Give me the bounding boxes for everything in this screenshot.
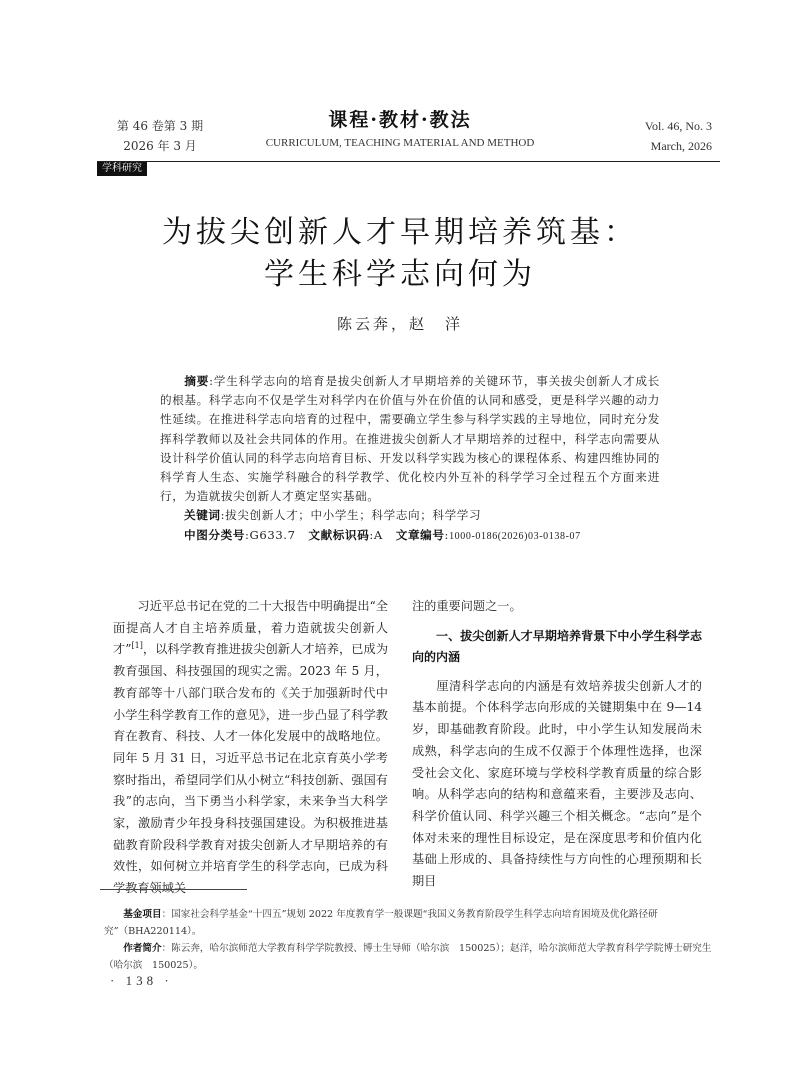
running-header-center — [240, 108, 560, 152]
body-paragraph: 厘清科学志向的内涵是有效培养拔尖创新人才的基本前提。个体科学志向形成的关键期集中在 9—14 岁，即基础教育阶段。此时，中小学生认知发展尚未成熟，科学志向的生成不仅源于个体理性选择，也深受社会文化、家庭环境与学校科学教育质量的综合影响。从科学志向的结构和意蕴来看，主要涉及志向、科学价值认同、科学兴趣三个相关概念。“志向”是个体对未来的理性目标设定，是在深度思考和价值内化基础上形成的、具备持续性与方向性的心理预期和长期目 — [412, 678, 702, 889]
fund-text: ：国家社会科学基金“十四五”规划 2022 年度教育学一般课题“我国义务教育阶段学生科学志向培育困境及优化路径研究”（BHA220114）。 — [104, 909, 658, 937]
section-tag: 学科研究 — [97, 162, 147, 176]
abstract-block — [160, 372, 660, 546]
body-paragraph: 注的重要问题之一。 — [412, 599, 522, 613]
footnotes — [104, 906, 714, 974]
clc-value: G633.7 — [249, 527, 296, 542]
abstract-sep: : — [209, 374, 214, 388]
footnote-rule — [100, 889, 247, 890]
body-paragraph — [113, 596, 388, 900]
section-heading: 一、拔尖创新人才早期培养背景下中小学生科学志向的内涵 — [412, 628, 702, 664]
fund-label: 基金项目 — [123, 909, 162, 920]
article-no-sep: : — [444, 527, 450, 542]
journal-title-cn: 课程·教材·教法 — [328, 109, 472, 131]
body-column-left — [113, 596, 388, 900]
authors: 陈云奔，赵 洋 — [336, 315, 463, 333]
keywords: 拔尖创新人才；中小学生；科学志向；科学学习 — [225, 508, 482, 523]
journal-title-en: CURRICULUM, TEACHING MATERIAL AND METHOD — [265, 137, 535, 149]
running-header-right — [600, 116, 712, 156]
article-title — [100, 212, 700, 296]
clc-label: 中图分类号 — [184, 527, 245, 542]
fund-note — [104, 906, 714, 940]
running-header-left — [110, 116, 210, 156]
title-line-1: 为拔尖创新人才早期培养筑基： — [162, 215, 638, 250]
keywords-sep: : — [220, 508, 226, 523]
citation-ref[interactable]: [1] — [131, 641, 143, 651]
doc-code-label: 文献标识码 — [308, 527, 370, 542]
article-no-label: 文章编号 — [395, 527, 445, 542]
date-en: March, 2026 — [650, 139, 712, 153]
paragraph-text: ，以科学教育推进拔尖创新人才培养，已成为教育强国、科技强国的现实之需。2023 年 5 月，教育部等十八部门联合发布的《关于加强新时代中小学生科学教育工作的意见》，进一步凸显了科学教育在教育、科技、人才一体化发展中的战略地位。同年 5 月 31 日，习近平总书记在北京育英小学考察时指出，希望同学们从小树立“科技创新、强国有我”的志向，当下勇当小科学家，未来争当大科学家，激励青少年投身科技强国建设。为积极推进基础教育阶段科学教育对拔尖创新人才早期培养的有效性，如何树立并培育学生的科学志向，已成为科 — [113, 642, 389, 874]
title-line-2: 学生科学志向何为 — [264, 257, 536, 292]
page-number: · 138 · — [110, 973, 173, 988]
header-rule — [97, 161, 720, 162]
abstract-text: 学生科学志向的培育是拔尖创新人才早期培养的关键环节，事关拔尖创新人才成长的根基。科学志向不仅是学生对科学内在价值与外在价值的认同和感受，更是科学兴趣的动力性延续。在推进科学志向培育的过程中，需要确立学生参与科学实践的主导地位，同时充分发挥科学教师以及社会共同体的作用。在推进拔尖创新人才早期培养的过程中，科学志向需要从设计科学价值认同的科学志向培育目标、开发以科学实践为核心的课程体系、构建四维协同的科学育人生态、实施学科融合的科学教学、优化校内外互补的科学学习全过程五个方面来进行，为造就拔尖创新人才奠定坚实基础。 — [160, 374, 660, 504]
doc-code-sep: : — [369, 527, 374, 542]
paragraph-text: 习近平总书记在党的二十大报告中明确提出“全面提高人才自主培养质量，着力造就拔尖创新人才” — [113, 599, 388, 657]
author-label: 作者简介 — [123, 943, 162, 954]
volume-issue-cn: 第 46 卷第 3 期 — [116, 119, 204, 133]
author-note — [104, 940, 714, 974]
abstract — [160, 372, 660, 506]
abstract-label: 摘要 — [184, 374, 210, 388]
doc-code-value: A — [373, 527, 383, 542]
volume-issue-en: Vol. 46, No. 3 — [644, 119, 712, 133]
body-column-right — [412, 596, 702, 893]
keywords-label: 关键词 — [184, 508, 221, 523]
clc-sep: : — [244, 527, 250, 542]
keywords-line — [160, 506, 660, 525]
author-text: ：陈云奔，哈尔滨师范大学教育科学学院教授、博士生导师（哈尔滨 150025）；赵洋，哈尔滨师范大学教育科学学院博士研究生（哈尔滨 150025）。 — [104, 943, 712, 971]
classification-line — [160, 526, 660, 546]
article-no-value: 1000-0186(2026)03-0138-07 — [449, 530, 581, 542]
date-cn: 2026 年 3 月 — [123, 139, 197, 153]
